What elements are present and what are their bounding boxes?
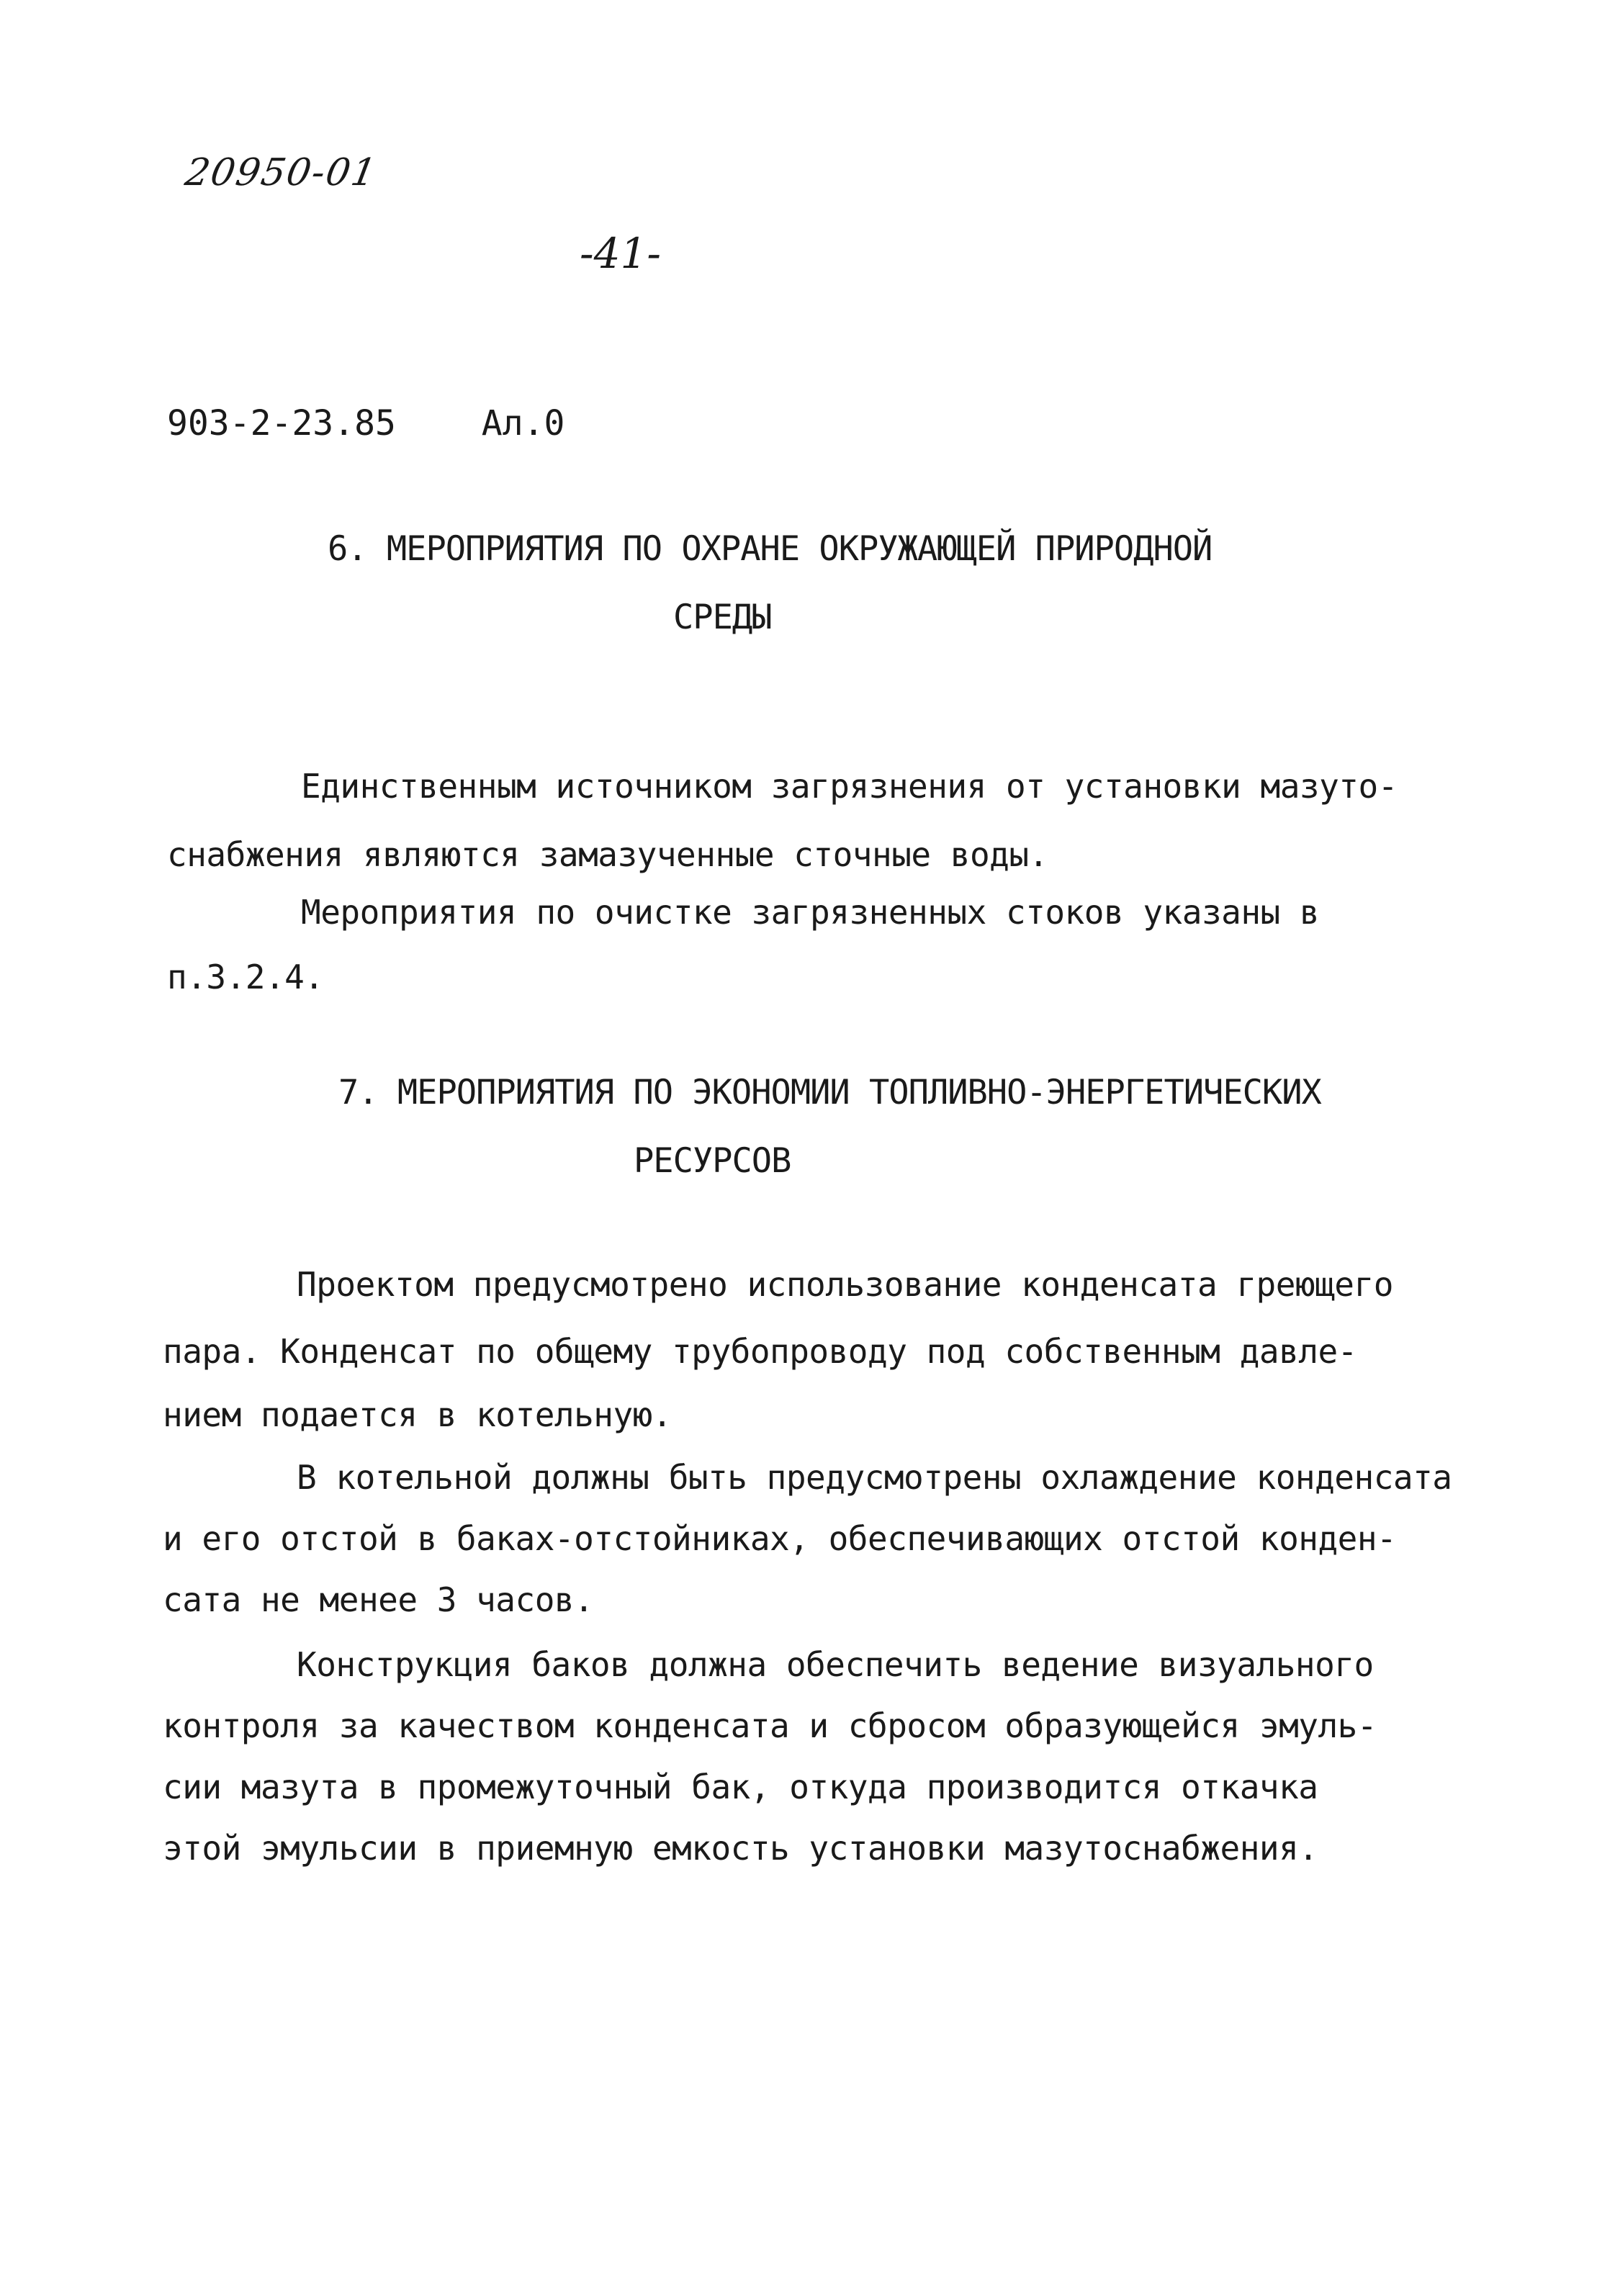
section-7-heading-line-1: 7. МЕРОПРИЯТИЯ ПО ЭКОНОМИИ ТОПЛИВНО-ЭНЕРГЕТИЧЕСКИХ — [338, 1073, 1321, 1112]
page-number: -41- — [580, 229, 661, 278]
text-line: Единственным источником загрязнения от установки мазуто- — [301, 767, 1398, 806]
text-line: снабжения являются замазученные сточные воды. — [167, 835, 1048, 874]
text-line: сата не менее 3 часов. — [163, 1580, 594, 1619]
document-header — [167, 403, 564, 444]
text-line: и его отстой в баках-отстойниках, обеспечивающих отстой конден- — [163, 1519, 1397, 1558]
text-line: Проектом предусмотрено использование конденсата греющего — [297, 1265, 1393, 1304]
section-7-heading-line-2: РЕСУРСОВ — [634, 1141, 791, 1181]
text-line: этой эмульсии в приемную емкость установки мазутоснабжения. — [163, 1829, 1318, 1868]
section-6-heading-line-1: 6. МЕРОПРИЯТИЯ ПО ОХРАНЕ ОКРУЖАЮЩЕЙ ПРИРОДНОЙ — [328, 529, 1213, 569]
text-line: сии мазута в промежуточный бак, откуда производится откачка — [163, 1768, 1318, 1806]
text-line: п.3.2.4. — [167, 958, 324, 996]
album-number: Ал.0 — [481, 403, 565, 444]
archive-code: 20950-01 — [181, 151, 381, 194]
text-line: контроля за качеством конденсата и сбросом образующейся эмуль- — [163, 1706, 1377, 1745]
section-6-heading-line-2: СРЕДЫ — [673, 598, 772, 637]
text-line: В котельной должны быть предусмотрены охлаждение конденсата — [297, 1458, 1452, 1497]
text-line: Конструкция баков должна обеспечить ведение визуального — [297, 1645, 1374, 1684]
text-line: нием подается в котельную. — [163, 1395, 672, 1434]
text-line: пара. Конденсат по общему трубопроводу под собственным давле- — [163, 1332, 1357, 1371]
text-line: Мероприятия по очистке загрязненных стоков указаны в — [301, 893, 1320, 932]
document-code: 903-2-23.85 — [167, 403, 396, 444]
